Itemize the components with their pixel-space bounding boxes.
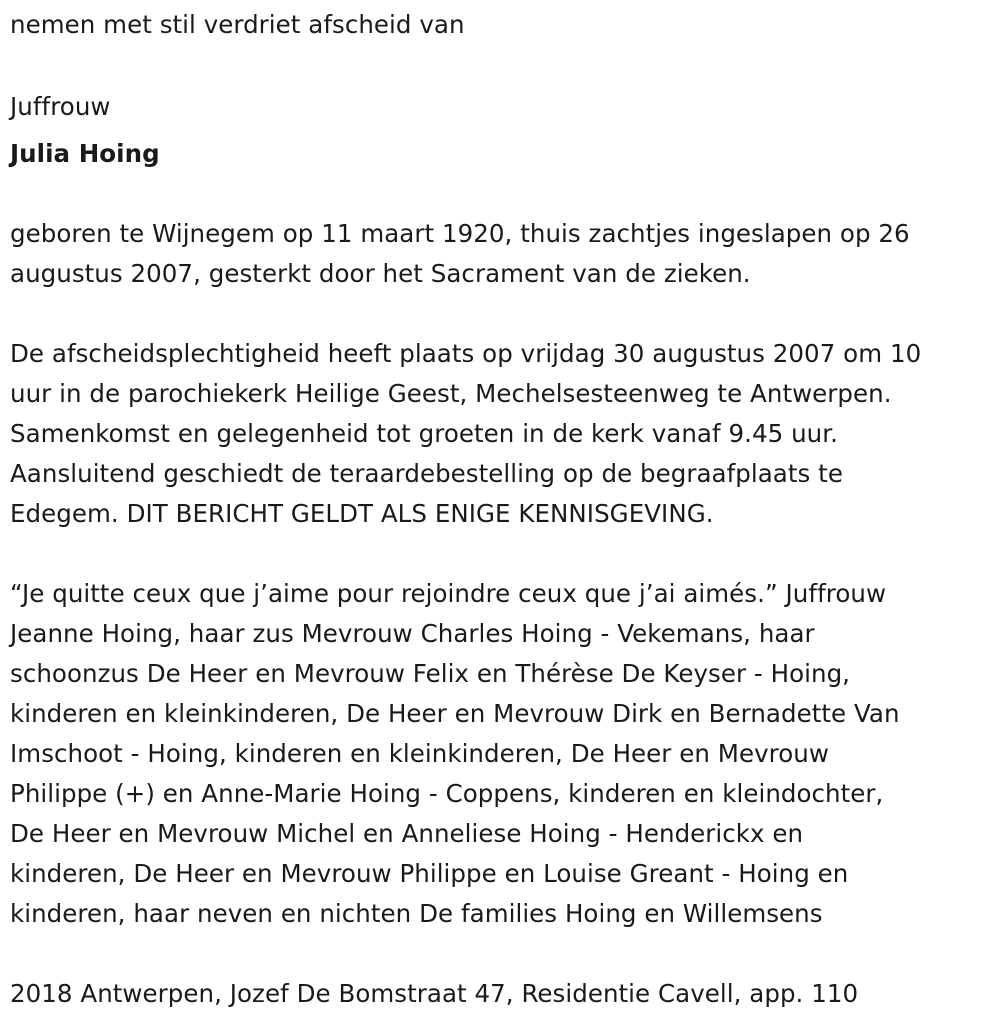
paragraph-line: De afscheidsplechtigheid heeft plaats op vrijdag 30 augustus 2007 om 10 [10,339,922,368]
paragraph-line: Aansluitend geschiedt de teraardebestelling op de begraafplaats te [10,459,843,488]
paragraph-line: augustus 2007, gesterkt door het Sacrament van de zieken. [10,259,751,288]
paragraph-line: uur in de parochiekerk Heilige Geest, Mechelsesteenweg te Antwerpen. [10,379,892,408]
paragraph-line: De Heer en Mevrouw Michel en Anneliese Hoing - Henderickx en [10,819,804,848]
paragraph-line: kinderen en kleinkinderen, De Heer en Mevrouw Dirk en Bernadette Van [10,699,900,728]
paragraph-line: Edegem. DIT BERICHT GELDT ALS ENIGE KENNISGEVING. [10,499,714,528]
funeral-paragraph [10,334,921,534]
paragraph-line: Samenkomst en gelegenheid tot groeten in de kerk vanaf 9.45 uur. [10,419,838,448]
deceased-title: Juffrouw [10,92,111,121]
paragraph-line: geboren te Wijnegem op 11 maart 1920, thuis zachtjes ingeslapen op 26 [10,219,910,248]
paragraph-line: kinderen, De Heer en Mevrouw Philippe en Louise Greant - Hoing en [10,859,849,888]
paragraph-line: schoonzus De Heer en Mevrouw Felix en Thérèse De Keyser - Hoing, [10,659,851,688]
intro-text: nemen met stil verdriet afscheid van [10,10,465,39]
paragraph-line: “Je quitte ceux que j’aime pour rejoindre ceux que j’ai aimés.” Juffrouw [10,579,887,608]
birth-paragraph [10,214,910,294]
paragraph-line: kinderen, haar neven en nichten De families Hoing en Willemsens [10,899,823,928]
paragraph-line: Imschoot - Hoing, kinderen en kleinkinderen, De Heer en Mevrouw [10,739,829,768]
address-paragraph [10,974,858,1014]
address-line: 2018 Antwerpen, Jozef De Bomstraat 47, Residentie Cavell, app. 110 [10,979,859,1008]
deceased-name: Julia Hoing [10,139,160,168]
paragraph-line: Philippe (+) en Anne-Marie Hoing - Coppens, kinderen en kleindochter, [10,779,884,808]
family-paragraph [10,574,900,934]
paragraph-line: Jeanne Hoing, haar zus Mevrouw Charles Hoing - Vekemans, haar [10,619,815,648]
